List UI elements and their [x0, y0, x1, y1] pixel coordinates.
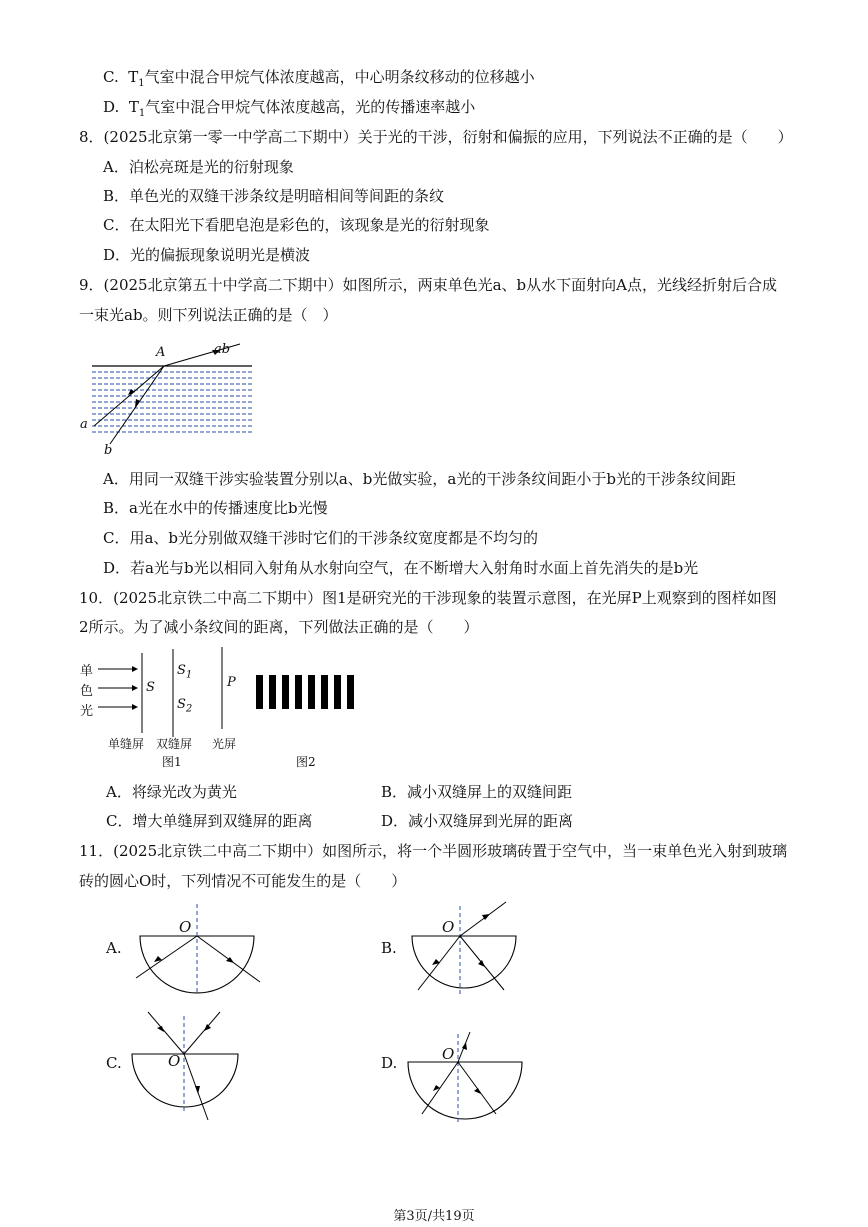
q11-d-svg	[404, 1030, 536, 1126]
q11-b-svg	[400, 898, 540, 998]
q10-stem-line2: 2所示。为了减小条纹间的距离，下列做法正确的是（ ）	[79, 618, 479, 636]
q8-option-b: B．单色光的双缝干涉条纹是明暗相间等间距的条纹	[103, 187, 445, 205]
q11-d-center-o: O	[442, 1045, 455, 1063]
q7-option-d: D. $T_1$气室中混合甲烷气体浓度越高，光的传播速率越小	[103, 98, 476, 119]
q9-option-b: B．a光在水中的传播速度比b光慢	[103, 499, 328, 517]
arrow-b	[135, 399, 140, 407]
q10-option-d: D．减小双缝屏到光屏的距离	[381, 812, 574, 830]
page-footer: 第3页/共19页	[393, 1209, 475, 1224]
q9-option-c: C．用a、b光分别做双缝干涉时它们的干涉条纹宽度都是不均匀的	[103, 529, 539, 547]
water-hatching	[92, 372, 252, 432]
q11-figure-b	[400, 898, 540, 998]
q10-figure	[76, 645, 366, 773]
q11-a-svg	[128, 898, 268, 998]
q8-option-a: A．泊松亮斑是光的衍射现象	[103, 158, 294, 176]
q9-stem-line2: 一束光ab。则下列说法正确的是（ ）	[79, 306, 338, 324]
q11-stem-line2: 砖的圆心O时，下列情况不可能发生的是（ ）	[79, 872, 407, 890]
light-label-1: 单	[80, 664, 94, 679]
q11-a-center-o: O	[179, 918, 192, 936]
label-fig1: 图1	[162, 755, 182, 769]
q11-option-c-label: C.	[106, 1054, 122, 1072]
q9-option-a: A．用同一双缝干涉实验装置分别以a、b光做实验，a光的干涉条纹间距小于b光的干涉条纹间距	[103, 470, 736, 488]
q10-stem-line1: 10．(2025北京铁二中高二下期中）图1是研究光的干涉现象的装置示意图，在光屏P上观察到的图样如图	[79, 589, 777, 607]
incident-light-arrows	[98, 669, 136, 707]
q11-b-center-o: O	[442, 918, 455, 936]
label-double-slit: 双缝屏	[156, 737, 193, 751]
q10-diagram-svg	[76, 645, 366, 773]
q11-option-a-label: A.	[106, 939, 122, 957]
q11-c-svg	[128, 1002, 268, 1122]
q9-option-d: D．若a光与b光以相同入射角从水射向空气，在不断增大入射角时水面上首先消失的是b光	[103, 559, 699, 577]
q8-stem: 8．(2025北京第一零一中学高二下期中）关于光的干涉，衍射和偏振的应用，下列说法不正确的是（ ）	[79, 128, 793, 146]
q11-option-d-label: D.	[381, 1054, 398, 1072]
q11-option-b-label: B.	[381, 939, 397, 957]
label-fig2: 图2	[296, 755, 316, 769]
label-s2: $S_2$	[177, 697, 193, 715]
q9-stem-line1: 9．(2025北京第五十中学高二下期中）如图所示，两束单色光a、b从水下面射向A点，光线经折射后合成	[79, 276, 777, 294]
label-single-slit: 单缝屏	[108, 737, 145, 751]
q8-option-d: D．光的偏振现象说明光是横波	[103, 246, 311, 264]
label-screen: 光屏	[212, 737, 237, 751]
q7-option-c: C. $T_1$气室中混合甲烷气体浓度越高，中心明条纹移动的位移越小	[103, 68, 535, 89]
fig2-fringes	[256, 675, 354, 709]
q10-option-a: A．将绿光改为黄光	[106, 783, 237, 801]
label-s1: $S_1$	[177, 663, 193, 681]
light-label-2: 色	[80, 684, 94, 699]
q11-c-center-o: O	[168, 1052, 181, 1070]
label-point-a-upper: A	[156, 345, 166, 360]
label-p: P	[227, 675, 236, 690]
q11-figure-c	[128, 1002, 268, 1122]
label-s: S	[146, 680, 155, 695]
q9-diagram-svg	[78, 340, 258, 460]
q11-figure-a	[128, 898, 268, 998]
q10-option-b: B．减小双缝屏上的双缝间距	[381, 783, 573, 801]
q11-figure-d	[404, 1030, 536, 1126]
label-ray-a: a	[80, 417, 88, 432]
light-label-3: 光	[80, 704, 94, 719]
q10-option-c: C．增大单缝屏到双缝屏的距离	[106, 812, 313, 830]
q8-option-c: C．在太阳光下看肥皂泡是彩色的，该现象是光的衍射现象	[103, 216, 490, 234]
q9-water-diagram	[78, 340, 258, 460]
label-ray-ab: ab	[214, 342, 231, 357]
label-ray-b: b	[104, 443, 113, 458]
q11-stem-line1: 11．(2025北京铁二中高二下期中）如图所示，将一个半圆形玻璃砖置于空气中，当一束单色光入射到玻璃	[79, 842, 788, 860]
